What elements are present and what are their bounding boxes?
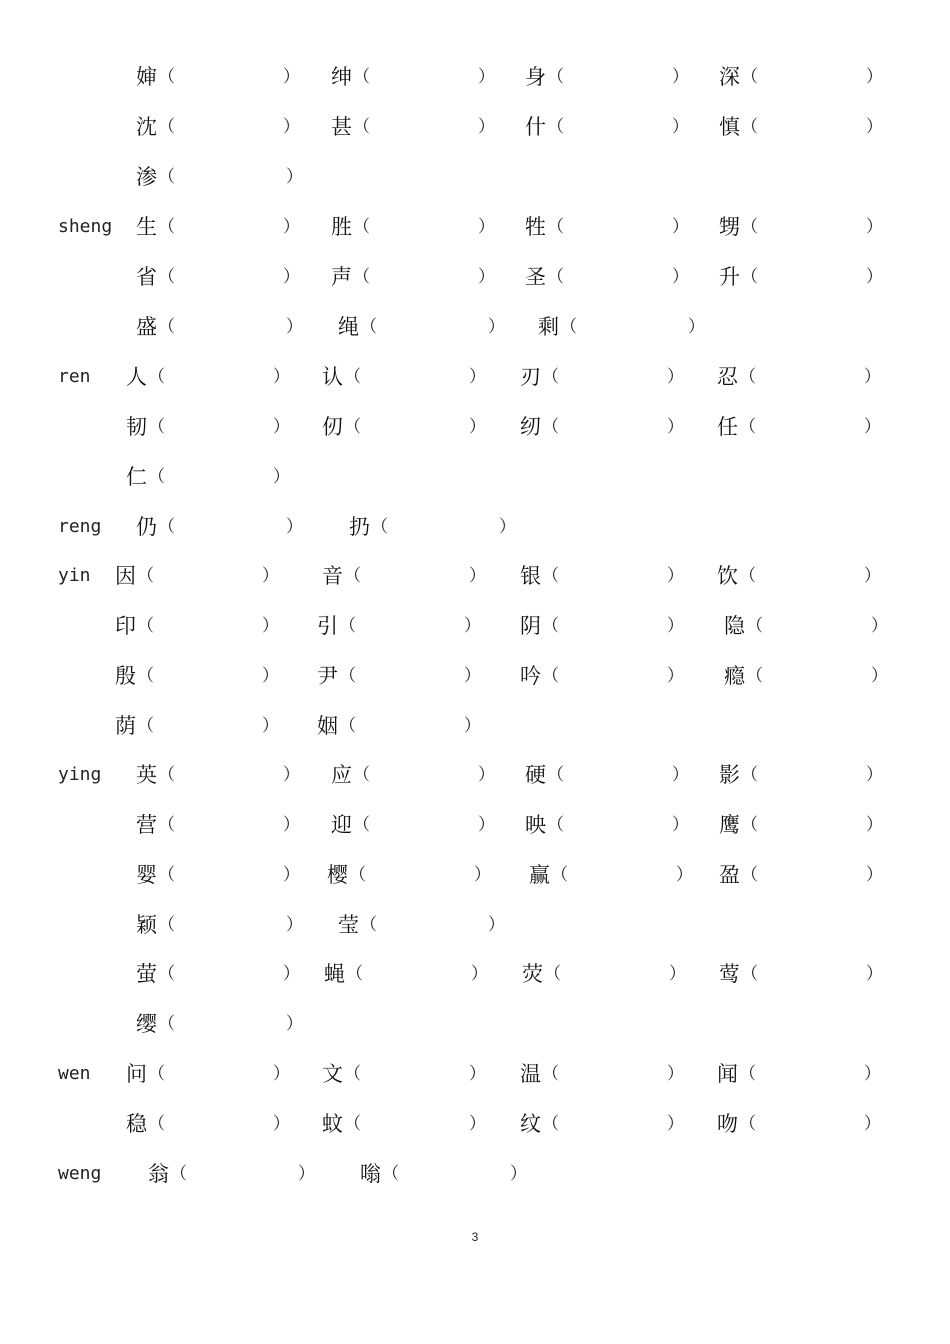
close-paren: ）: [864, 367, 881, 387]
close-paren: ）: [866, 815, 883, 835]
close-paren: ）: [510, 1164, 527, 1184]
hanzi-character: 身: [525, 65, 546, 89]
close-paren: ）: [864, 566, 881, 586]
hanzi-character: 纫: [520, 415, 541, 439]
close-paren: ）: [864, 1114, 881, 1134]
close-paren: ）: [672, 765, 689, 785]
close-paren: ）: [864, 417, 881, 437]
hanzi-character: 牲: [525, 215, 546, 239]
close-paren: ）: [866, 67, 883, 87]
hanzi-character: 婶: [136, 65, 157, 89]
hanzi-character: 绳: [338, 315, 359, 339]
pinyin-label: weng: [58, 1163, 102, 1184]
open-paren: （: [739, 1064, 756, 1084]
open-paren: （: [158, 67, 175, 87]
hanzi-character: 闻: [717, 1062, 738, 1086]
open-paren: （: [741, 267, 758, 287]
close-paren: ）: [283, 67, 300, 87]
close-paren: ）: [273, 417, 290, 437]
hanzi-character: 升: [719, 265, 740, 289]
open-paren: （: [148, 467, 165, 487]
close-paren: ）: [488, 915, 505, 935]
open-paren: （: [148, 1114, 165, 1134]
char-row: [0, 107, 950, 147]
hanzi-character: 稳: [126, 1112, 147, 1136]
open-paren: （: [353, 815, 370, 835]
hanzi-character: 蚊: [322, 1112, 343, 1136]
hanzi-character: 莹: [338, 913, 359, 937]
open-paren: （: [746, 616, 763, 636]
char-row: [0, 57, 950, 97]
hanzi-character: 尹: [317, 664, 338, 688]
hanzi-character: 映: [525, 813, 546, 837]
char-row: [0, 207, 950, 247]
open-paren: （: [741, 217, 758, 237]
close-paren: ）: [866, 217, 883, 237]
hanzi-character: 吟: [520, 664, 541, 688]
char-row: [0, 706, 950, 746]
open-paren: （: [137, 566, 154, 586]
close-paren: ）: [286, 915, 303, 935]
char-row: [0, 357, 950, 397]
hanzi-character: 纹: [520, 1112, 541, 1136]
open-paren: （: [158, 1014, 175, 1034]
pinyin-label: ying: [58, 764, 102, 785]
hanzi-character: 人: [126, 365, 147, 389]
char-row: [0, 157, 950, 197]
close-paren: ）: [283, 765, 300, 785]
open-paren: （: [542, 1064, 559, 1084]
open-paren: （: [158, 167, 175, 187]
open-paren: （: [353, 117, 370, 137]
hanzi-character: 赢: [529, 863, 550, 887]
hanzi-character: 任: [717, 415, 738, 439]
open-paren: （: [542, 417, 559, 437]
close-paren: ）: [283, 815, 300, 835]
char-row: [0, 755, 950, 795]
open-paren: （: [158, 267, 175, 287]
open-paren: （: [542, 616, 559, 636]
close-paren: ）: [283, 964, 300, 984]
open-paren: （: [339, 716, 356, 736]
open-paren: （: [339, 666, 356, 686]
open-paren: （: [360, 915, 377, 935]
hanzi-character: 营: [136, 813, 157, 837]
char-row: [0, 307, 950, 347]
open-paren: （: [739, 566, 756, 586]
open-paren: （: [741, 865, 758, 885]
hanzi-character: 姻: [317, 714, 338, 738]
hanzi-character: 声: [331, 265, 352, 289]
open-paren: （: [137, 616, 154, 636]
close-paren: ）: [464, 666, 481, 686]
open-paren: （: [560, 317, 577, 337]
close-paren: ）: [469, 367, 486, 387]
hanzi-character: 音: [322, 564, 343, 588]
open-paren: （: [158, 117, 175, 137]
close-paren: ）: [866, 964, 883, 984]
char-row: [0, 1104, 950, 1144]
open-paren: （: [344, 417, 361, 437]
open-paren: （: [547, 67, 564, 87]
close-paren: ）: [478, 815, 495, 835]
open-paren: （: [148, 1064, 165, 1084]
open-paren: （: [353, 67, 370, 87]
open-paren: （: [741, 67, 758, 87]
open-paren: （: [158, 217, 175, 237]
close-paren: ）: [672, 815, 689, 835]
hanzi-character: 影: [719, 763, 740, 787]
hanzi-character: 盛: [136, 315, 157, 339]
char-row: [0, 407, 950, 447]
hanzi-character: 什: [525, 115, 546, 139]
hanzi-character: 胜: [331, 215, 352, 239]
hanzi-character: 缨: [136, 1012, 157, 1036]
close-paren: ）: [667, 566, 684, 586]
open-paren: （: [547, 267, 564, 287]
open-paren: （: [741, 815, 758, 835]
open-paren: （: [148, 417, 165, 437]
close-paren: ）: [286, 517, 303, 537]
char-row: [0, 1054, 950, 1094]
open-paren: （: [158, 317, 175, 337]
hanzi-character: 文: [322, 1062, 343, 1086]
open-paren: （: [344, 566, 361, 586]
pinyin-label: wen: [58, 1063, 91, 1084]
close-paren: ）: [471, 964, 488, 984]
open-paren: （: [353, 765, 370, 785]
open-paren: （: [547, 117, 564, 137]
hanzi-character: 翁: [148, 1162, 169, 1186]
close-paren: ）: [464, 616, 481, 636]
close-paren: ）: [273, 367, 290, 387]
hanzi-character: 仁: [126, 465, 147, 489]
close-paren: ）: [474, 865, 491, 885]
close-paren: ）: [672, 67, 689, 87]
close-paren: ）: [488, 317, 505, 337]
close-paren: ）: [469, 417, 486, 437]
close-paren: ）: [283, 117, 300, 137]
hanzi-character: 英: [136, 763, 157, 787]
close-paren: ）: [669, 964, 686, 984]
close-paren: ）: [676, 865, 693, 885]
hanzi-character: 饮: [717, 564, 738, 588]
hanzi-character: 荧: [522, 962, 543, 986]
hanzi-character: 韧: [126, 415, 147, 439]
open-paren: （: [353, 267, 370, 287]
hanzi-character: 因: [115, 564, 136, 588]
char-row: [0, 905, 950, 945]
open-paren: （: [544, 964, 561, 984]
pinyin-label: ren: [58, 366, 91, 387]
hanzi-character: 婴: [136, 863, 157, 887]
hanzi-character: 省: [136, 265, 157, 289]
hanzi-character: 圣: [525, 265, 546, 289]
open-paren: （: [346, 964, 363, 984]
close-paren: ）: [464, 716, 481, 736]
close-paren: ）: [478, 765, 495, 785]
hanzi-character: 阴: [520, 614, 541, 638]
open-paren: （: [551, 865, 568, 885]
hanzi-character: 认: [322, 365, 343, 389]
hanzi-character: 盈: [719, 863, 740, 887]
hanzi-character: 渗: [136, 165, 157, 189]
close-paren: ）: [286, 167, 303, 187]
open-paren: （: [158, 765, 175, 785]
close-paren: ）: [672, 267, 689, 287]
open-paren: （: [741, 765, 758, 785]
hanzi-character: 绅: [331, 65, 352, 89]
hanzi-character: 甥: [719, 215, 740, 239]
close-paren: ）: [667, 1114, 684, 1134]
hanzi-character: 樱: [327, 863, 348, 887]
hanzi-character: 硬: [525, 763, 546, 787]
close-paren: ）: [283, 217, 300, 237]
open-paren: （: [148, 367, 165, 387]
hanzi-character: 荫: [115, 714, 136, 738]
hanzi-character: 萤: [136, 962, 157, 986]
close-paren: ）: [866, 865, 883, 885]
close-paren: ）: [478, 267, 495, 287]
open-paren: （: [339, 616, 356, 636]
char-row: [0, 855, 950, 895]
open-paren: （: [344, 367, 361, 387]
hanzi-character: 沈: [136, 115, 157, 139]
hanzi-character: 莺: [719, 962, 740, 986]
hanzi-character: 扔: [349, 515, 370, 539]
hanzi-character: 仞: [322, 415, 343, 439]
open-paren: （: [158, 865, 175, 885]
open-paren: （: [360, 317, 377, 337]
hanzi-character: 迎: [331, 813, 352, 837]
open-paren: （: [547, 765, 564, 785]
open-paren: （: [542, 666, 559, 686]
close-paren: ）: [667, 1064, 684, 1084]
close-paren: ）: [262, 616, 279, 636]
open-paren: （: [746, 666, 763, 686]
close-paren: ）: [478, 67, 495, 87]
close-paren: ）: [273, 1064, 290, 1084]
hanzi-character: 刃: [520, 365, 541, 389]
close-paren: ）: [866, 267, 883, 287]
hanzi-character: 慎: [719, 115, 740, 139]
close-paren: ）: [283, 267, 300, 287]
open-paren: （: [741, 117, 758, 137]
char-row: [0, 1154, 950, 1194]
hanzi-character: 吻: [717, 1112, 738, 1136]
pinyin-label: yin: [58, 565, 91, 586]
open-paren: （: [158, 915, 175, 935]
open-paren: （: [739, 1114, 756, 1134]
hanzi-character: 仍: [136, 515, 157, 539]
pinyin-label: sheng: [58, 216, 113, 237]
open-paren: （: [349, 865, 366, 885]
close-paren: ）: [499, 517, 516, 537]
close-paren: ）: [262, 566, 279, 586]
close-paren: ）: [469, 566, 486, 586]
open-paren: （: [353, 217, 370, 237]
open-paren: （: [542, 566, 559, 586]
char-row: [0, 954, 950, 994]
close-paren: ）: [262, 716, 279, 736]
open-paren: （: [170, 1164, 187, 1184]
hanzi-character: 殷: [115, 664, 136, 688]
hanzi-character: 鹰: [719, 813, 740, 837]
hanzi-character: 颖: [136, 913, 157, 937]
close-paren: ）: [667, 417, 684, 437]
hanzi-character: 隐: [724, 614, 745, 638]
close-paren: ）: [273, 1114, 290, 1134]
close-paren: ）: [262, 666, 279, 686]
close-paren: ）: [283, 865, 300, 885]
open-paren: （: [371, 517, 388, 537]
char-row: [0, 457, 950, 497]
char-row: [0, 556, 950, 596]
open-paren: （: [547, 217, 564, 237]
char-row: [0, 805, 950, 845]
hanzi-character: 瘾: [724, 664, 745, 688]
open-paren: （: [158, 517, 175, 537]
open-paren: （: [741, 964, 758, 984]
open-paren: （: [739, 367, 756, 387]
close-paren: ）: [298, 1164, 315, 1184]
hanzi-character: 蝇: [324, 962, 345, 986]
close-paren: ）: [866, 765, 883, 785]
close-paren: ）: [667, 666, 684, 686]
hanzi-character: 甚: [331, 115, 352, 139]
open-paren: （: [739, 417, 756, 437]
close-paren: ）: [667, 616, 684, 636]
open-paren: （: [158, 815, 175, 835]
char-row: [0, 257, 950, 297]
hanzi-character: 印: [115, 614, 136, 638]
open-paren: （: [542, 367, 559, 387]
hanzi-character: 嗡: [360, 1162, 381, 1186]
close-paren: ）: [469, 1064, 486, 1084]
char-row: [0, 656, 950, 696]
close-paren: ）: [672, 117, 689, 137]
hanzi-character: 剩: [538, 315, 559, 339]
hanzi-character: 银: [520, 564, 541, 588]
open-paren: （: [344, 1114, 361, 1134]
hanzi-character: 深: [719, 65, 740, 89]
close-paren: ）: [871, 666, 888, 686]
open-paren: （: [382, 1164, 399, 1184]
open-paren: （: [137, 716, 154, 736]
hanzi-character: 温: [520, 1062, 541, 1086]
hanzi-character: 生: [136, 215, 157, 239]
pinyin-label: reng: [58, 516, 102, 537]
close-paren: ）: [469, 1114, 486, 1134]
close-paren: ）: [672, 217, 689, 237]
close-paren: ）: [864, 1064, 881, 1084]
hanzi-character: 问: [126, 1062, 147, 1086]
close-paren: ）: [871, 616, 888, 636]
open-paren: （: [158, 964, 175, 984]
page-number: 3: [471, 1230, 479, 1244]
hanzi-character: 引: [317, 614, 338, 638]
close-paren: ）: [478, 217, 495, 237]
close-paren: ）: [866, 117, 883, 137]
close-paren: ）: [688, 317, 705, 337]
char-row: [0, 1004, 950, 1044]
hanzi-character: 应: [331, 763, 352, 787]
close-paren: ）: [478, 117, 495, 137]
open-paren: （: [547, 815, 564, 835]
close-paren: ）: [286, 1014, 303, 1034]
close-paren: ）: [273, 467, 290, 487]
open-paren: （: [137, 666, 154, 686]
close-paren: ）: [286, 317, 303, 337]
char-row: [0, 606, 950, 646]
open-paren: （: [542, 1114, 559, 1134]
open-paren: （: [344, 1064, 361, 1084]
hanzi-character: 忍: [717, 365, 738, 389]
char-row: [0, 507, 950, 547]
close-paren: ）: [667, 367, 684, 387]
